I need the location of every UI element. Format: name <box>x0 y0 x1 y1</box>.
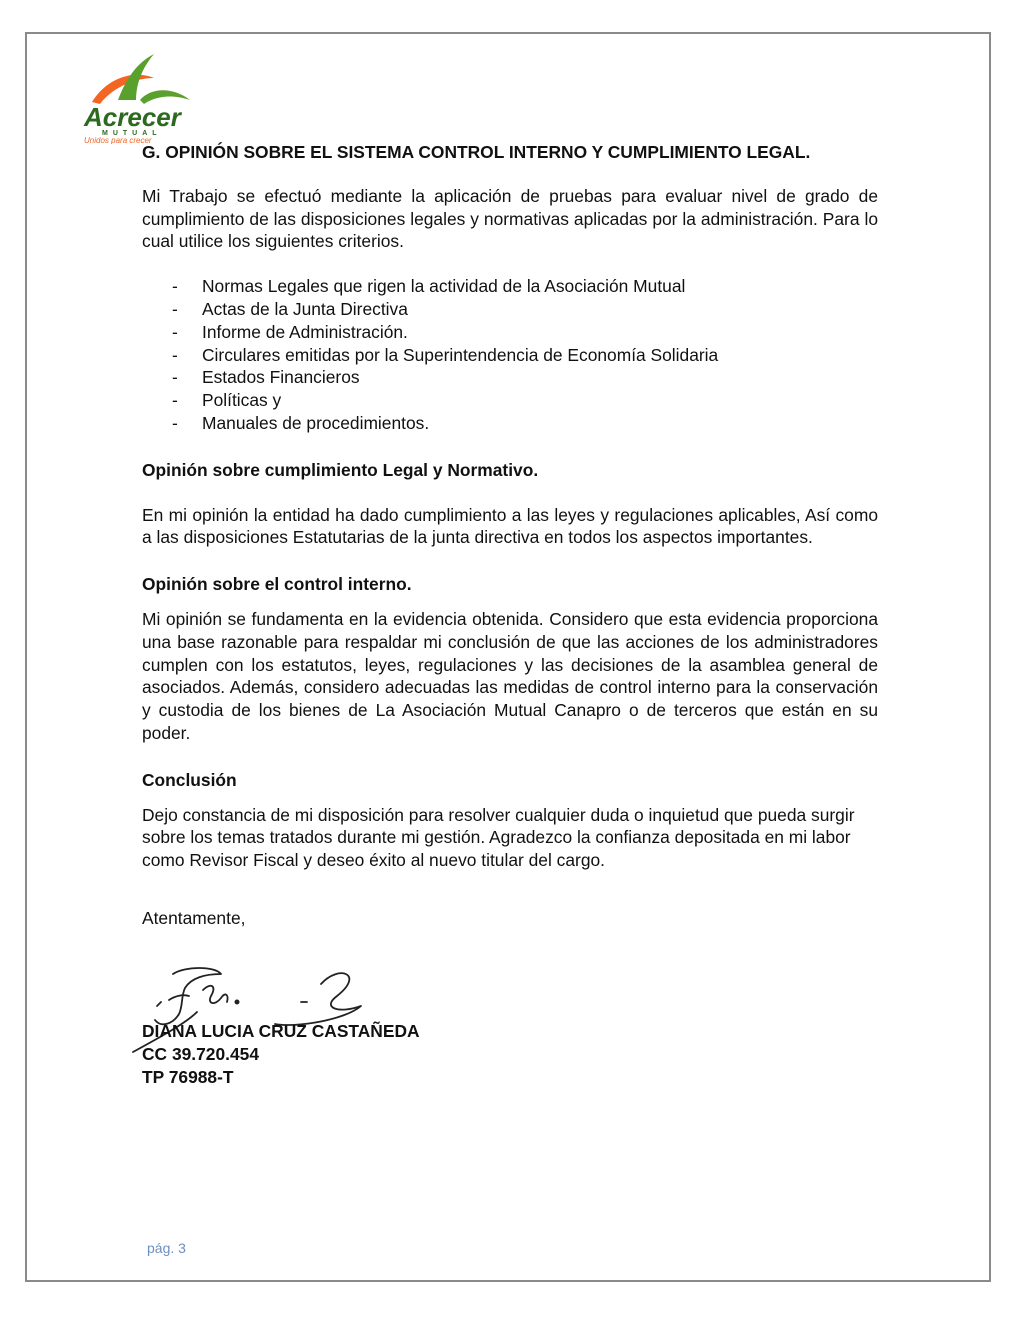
acrecer-logo-graphic <box>78 48 208 144</box>
conclusion-heading: Conclusión <box>142 769 237 790</box>
criteria-list <box>142 275 878 435</box>
list-item: - Políticas y <box>172 390 282 411</box>
section-title: G. OPINIÓN SOBRE EL SISTEMA CONTROL INTERNO Y CUMPLIMIENTO LEGAL. <box>142 142 811 162</box>
conclusion-paragraph: Dejo constancia de mi disposición para resolver cualquier duda o inquietud que pueda surgir sobre los temas tratados durante mi gestión. Agradezco la confianza depositada en mi labor como Revisor Fiscal y deseo éxito al nuevo titular del cargo. <box>142 804 855 871</box>
list-item: - Manuales de procedimientos. <box>172 412 430 433</box>
list-item: - Circulares emitidas por la Superintendencia de Economía Solidaria <box>172 344 719 365</box>
acrecer-logo <box>78 48 208 144</box>
signer-tp: TP 76988-T <box>142 1067 234 1087</box>
signer-cc: CC 39.720.454 <box>142 1044 259 1064</box>
list-item: - Informe de Administración. <box>172 321 408 342</box>
list-item: - Actas de la Junta Directiva <box>172 298 408 319</box>
control-opinion-paragraph: Mi opinión se fundamenta en la evidencia obtenida. Considero que esta evidencia proporciona una base razonable para respaldar mi conclusión de que las acciones de los administradores cumplen con los estatutos, leyes, regulaciones y las decisiones de la asamblea general de asociados. Además, considero adecuadas las medidas de control interno para la conservación y custodia de los bienes de La Asociación Mutual Canapro o de terceros que están en su poder. <box>142 608 878 743</box>
intro-paragraph: Mi Trabajo se efectuó mediante la aplicación de pruebas para evaluar nivel de grado de cumplimiento de las disposiciones legales y normativas aplicadas por la administración. Para lo cual utilice los siguientes criterios. <box>142 185 878 252</box>
list-item: - Normas Legales que rigen la actividad de la Asociación Mutual <box>172 276 686 297</box>
legal-opinion-heading: Opinión sobre cumplimiento Legal y Normativo. <box>142 459 539 480</box>
closing-salutation: Atentamente, <box>142 907 246 928</box>
control-opinion-heading: Opinión sobre el control interno. <box>142 574 412 595</box>
signer-block <box>142 1020 420 1089</box>
list-item: - Estados Financieros <box>172 367 360 388</box>
svg-text:Unidos para crecer: Unidos para crecer <box>84 136 152 144</box>
legal-opinion-paragraph: En mi opinión la entidad ha dado cumplimiento a las leyes y regulaciones aplicables, Así como a las disposiciones Estatutarias de la junta directiva en todos los aspectos importantes. <box>142 504 878 548</box>
svg-text:MUTUAL: MUTUAL <box>102 130 162 137</box>
page-number: pág. 3 <box>147 1240 186 1256</box>
document-body <box>142 141 878 930</box>
signer-name: DIANA LUCIA CRUZ CASTAÑEDA <box>142 1021 420 1041</box>
svg-text:Acrecer: Acrecer <box>84 102 181 132</box>
